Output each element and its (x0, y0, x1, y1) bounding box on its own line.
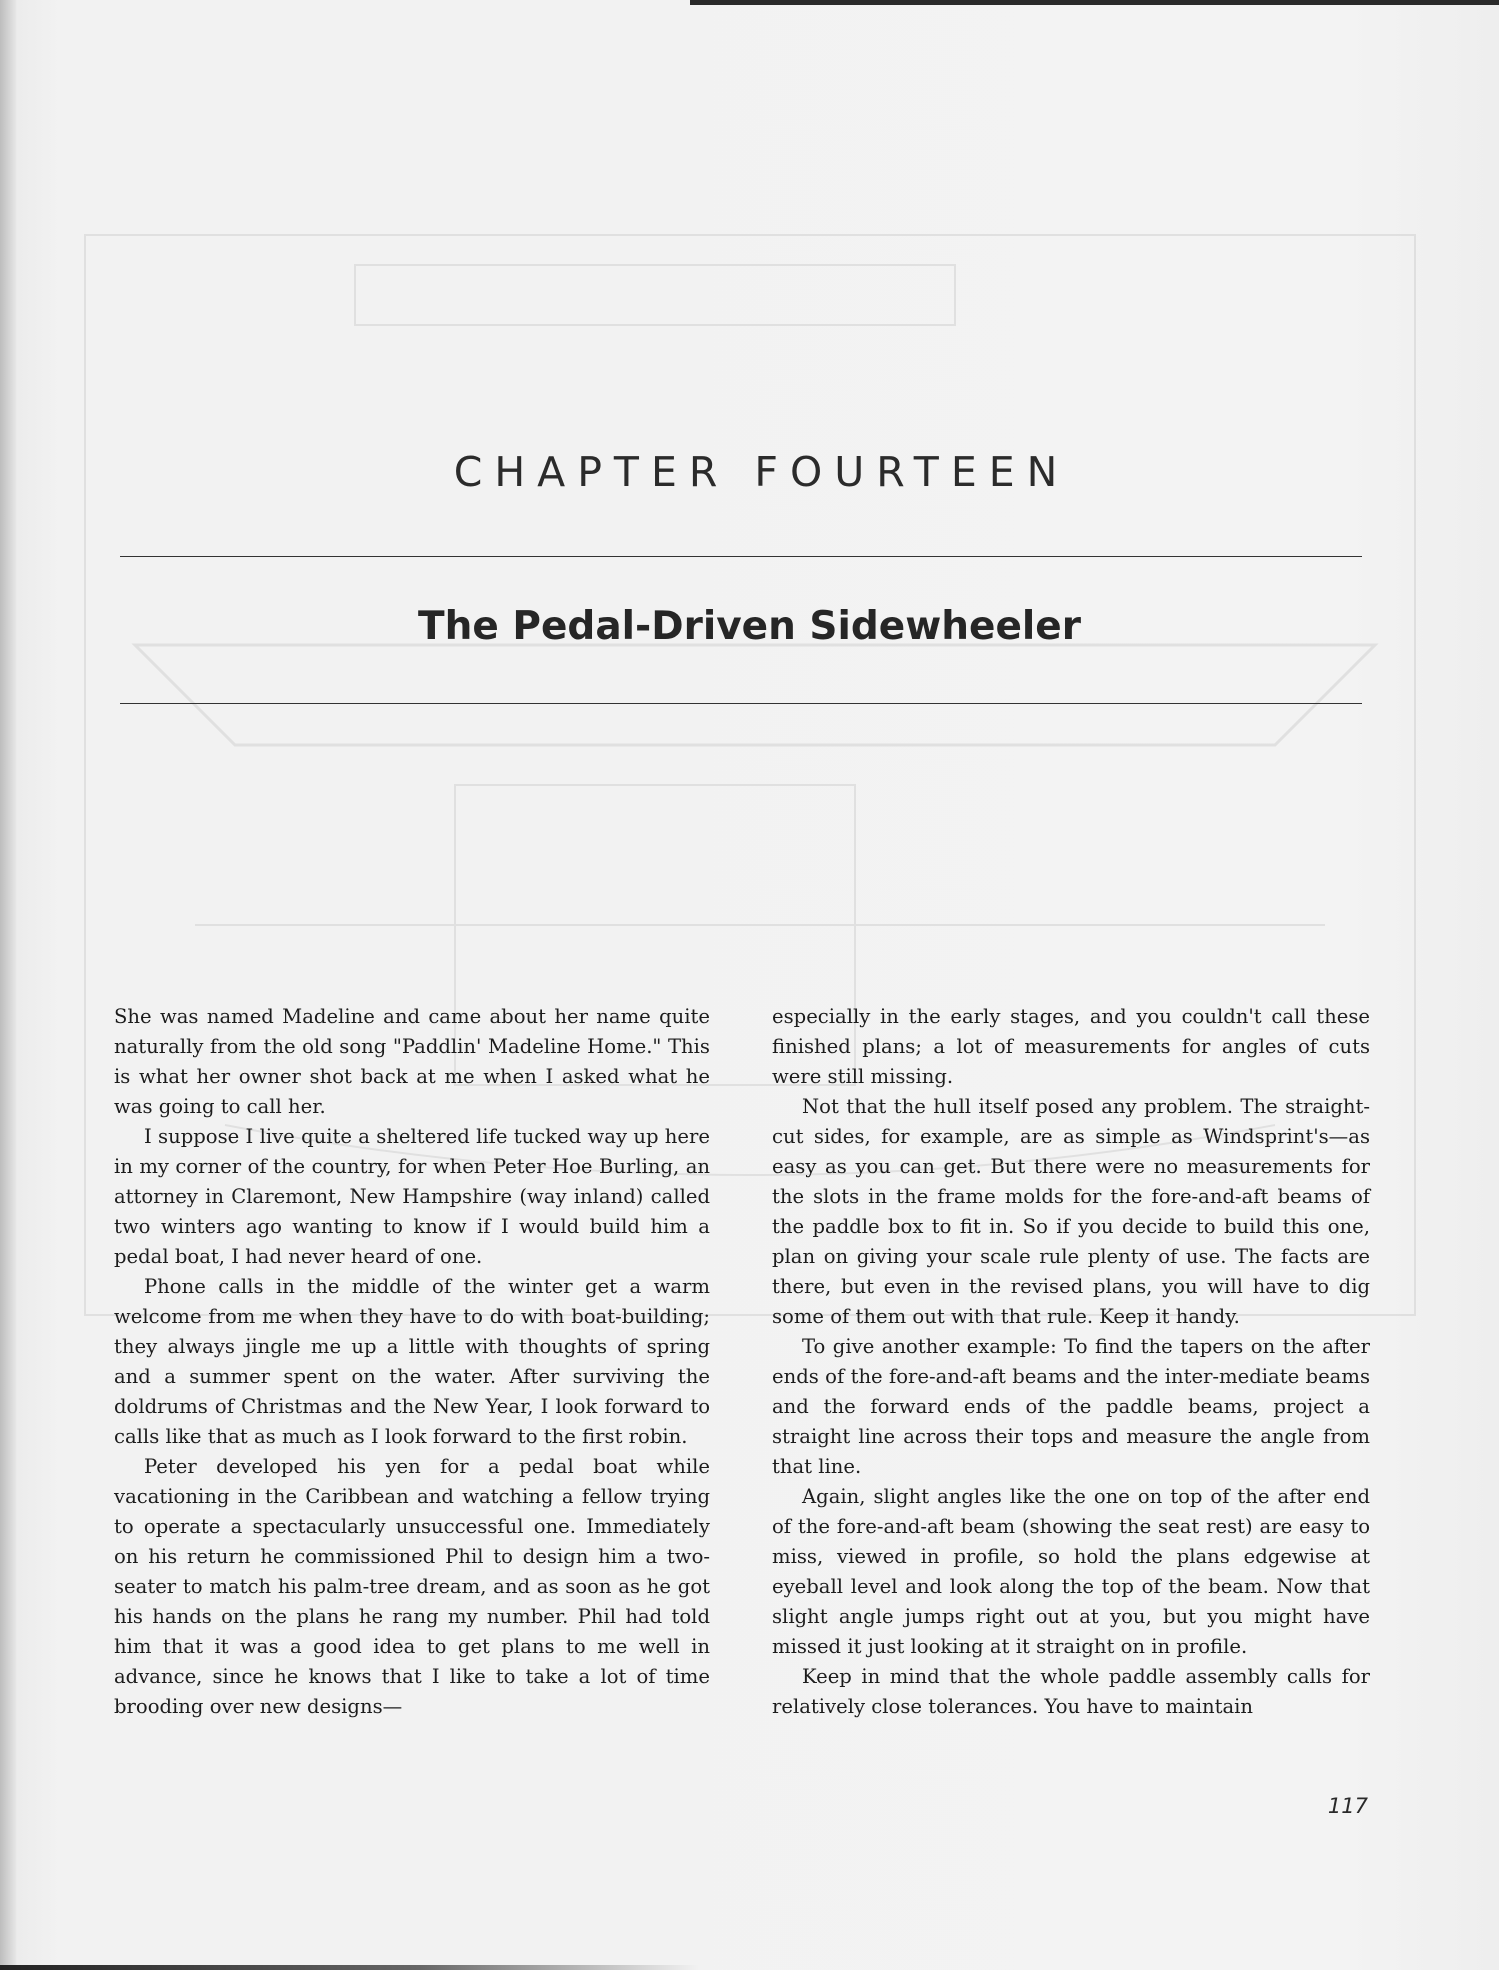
paragraph: Keep in mind that the whole paddle assembly calls for relatively close tolerances. You have to maintain (772, 1665, 1370, 1718)
page-top-edge (690, 0, 1499, 5)
paragraph: Peter developed his yen for a pedal boat while vacationing in the Caribbean and watching a fellow trying to operate a spectacularly unsuccessful one. Immediately on his return he commissioned Phil to design him a two-seater to match his palm-tree dream, and as soon as he got his hands on the plans he rang my number. Phil had told him that it was a good idea to get plans to me well in advance, since he knows that I like to take a lot of time brooding over new designs— (114, 1455, 710, 1718)
chapter-title: The Pedal-Driven Sidewheeler (418, 604, 1081, 649)
chapter-label: CHAPTER FOURTEEN (453, 448, 1070, 496)
title-rule-bottom (120, 703, 1362, 704)
page-number: 117 (1327, 1794, 1368, 1818)
paragraph: Again, slight angles like the one on top of the after end of the fore-and-aft beam (showing the seat rest) are easy to miss, viewed in profile, so hold the plans edgewise at eyeball level and look along the top of the beam. Now that slight angle jumps right out at you, but you might have missed it just looking at it straight on in profile. (772, 1485, 1370, 1658)
body-column-right (772, 1002, 1370, 1722)
paragraph: especially in the early stages, and you couldn't call these finished plans; a lot of measurements for angles of cuts were still missing. (772, 1005, 1370, 1088)
paragraph: She was named Madeline and came about her name quite naturally from the old song "Paddlin' Madeline Home." This is what her owner shot back at me when I asked what he was going to call her. (114, 1005, 710, 1118)
paragraph: I suppose I live quite a sheltered life tucked way up here in my corner of the country, for when Peter Hoe Burling, an attorney in Claremont, New Hampshire (way inland) called two winters ago wanting to know if I would build him a pedal boat, I had never heard of one. (114, 1125, 710, 1268)
body-column-left (114, 1002, 710, 1722)
paragraph: To give another example: To find the tapers on the after ends of the fore-and-aft beams and the inter-mediate beams and the forward ends of the paddle beams, project a straight line across their tops and measure the angle from that line. (772, 1335, 1370, 1478)
title-rule-top (120, 556, 1362, 557)
page-gutter-shadow (0, 0, 16, 1970)
paragraph: Not that the hull itself posed any problem. The straight-cut sides, for example, are as simple as Windsprint's—as easy as you can get. But there were no measurements for the slots in the frame molds for the fore-and-aft beams of the paddle box to fit in. So if you decide to build this one, plan on giving your scale rule plenty of use. The facts are there, but even in the revised plans, you will have to dig some of them out with that rule. Keep it handy. (772, 1095, 1370, 1328)
paragraph: Phone calls in the middle of the winter get a warm welcome from me when they have to do with boat-building; they always jingle me up a little with thoughts of spring and a summer spent on the water. After surviving the doldrums of Christmas and the New Year, I look forward to calls like that as much as I look forward to the first robin. (114, 1275, 710, 1448)
page-bottom-edge (0, 1965, 700, 1970)
